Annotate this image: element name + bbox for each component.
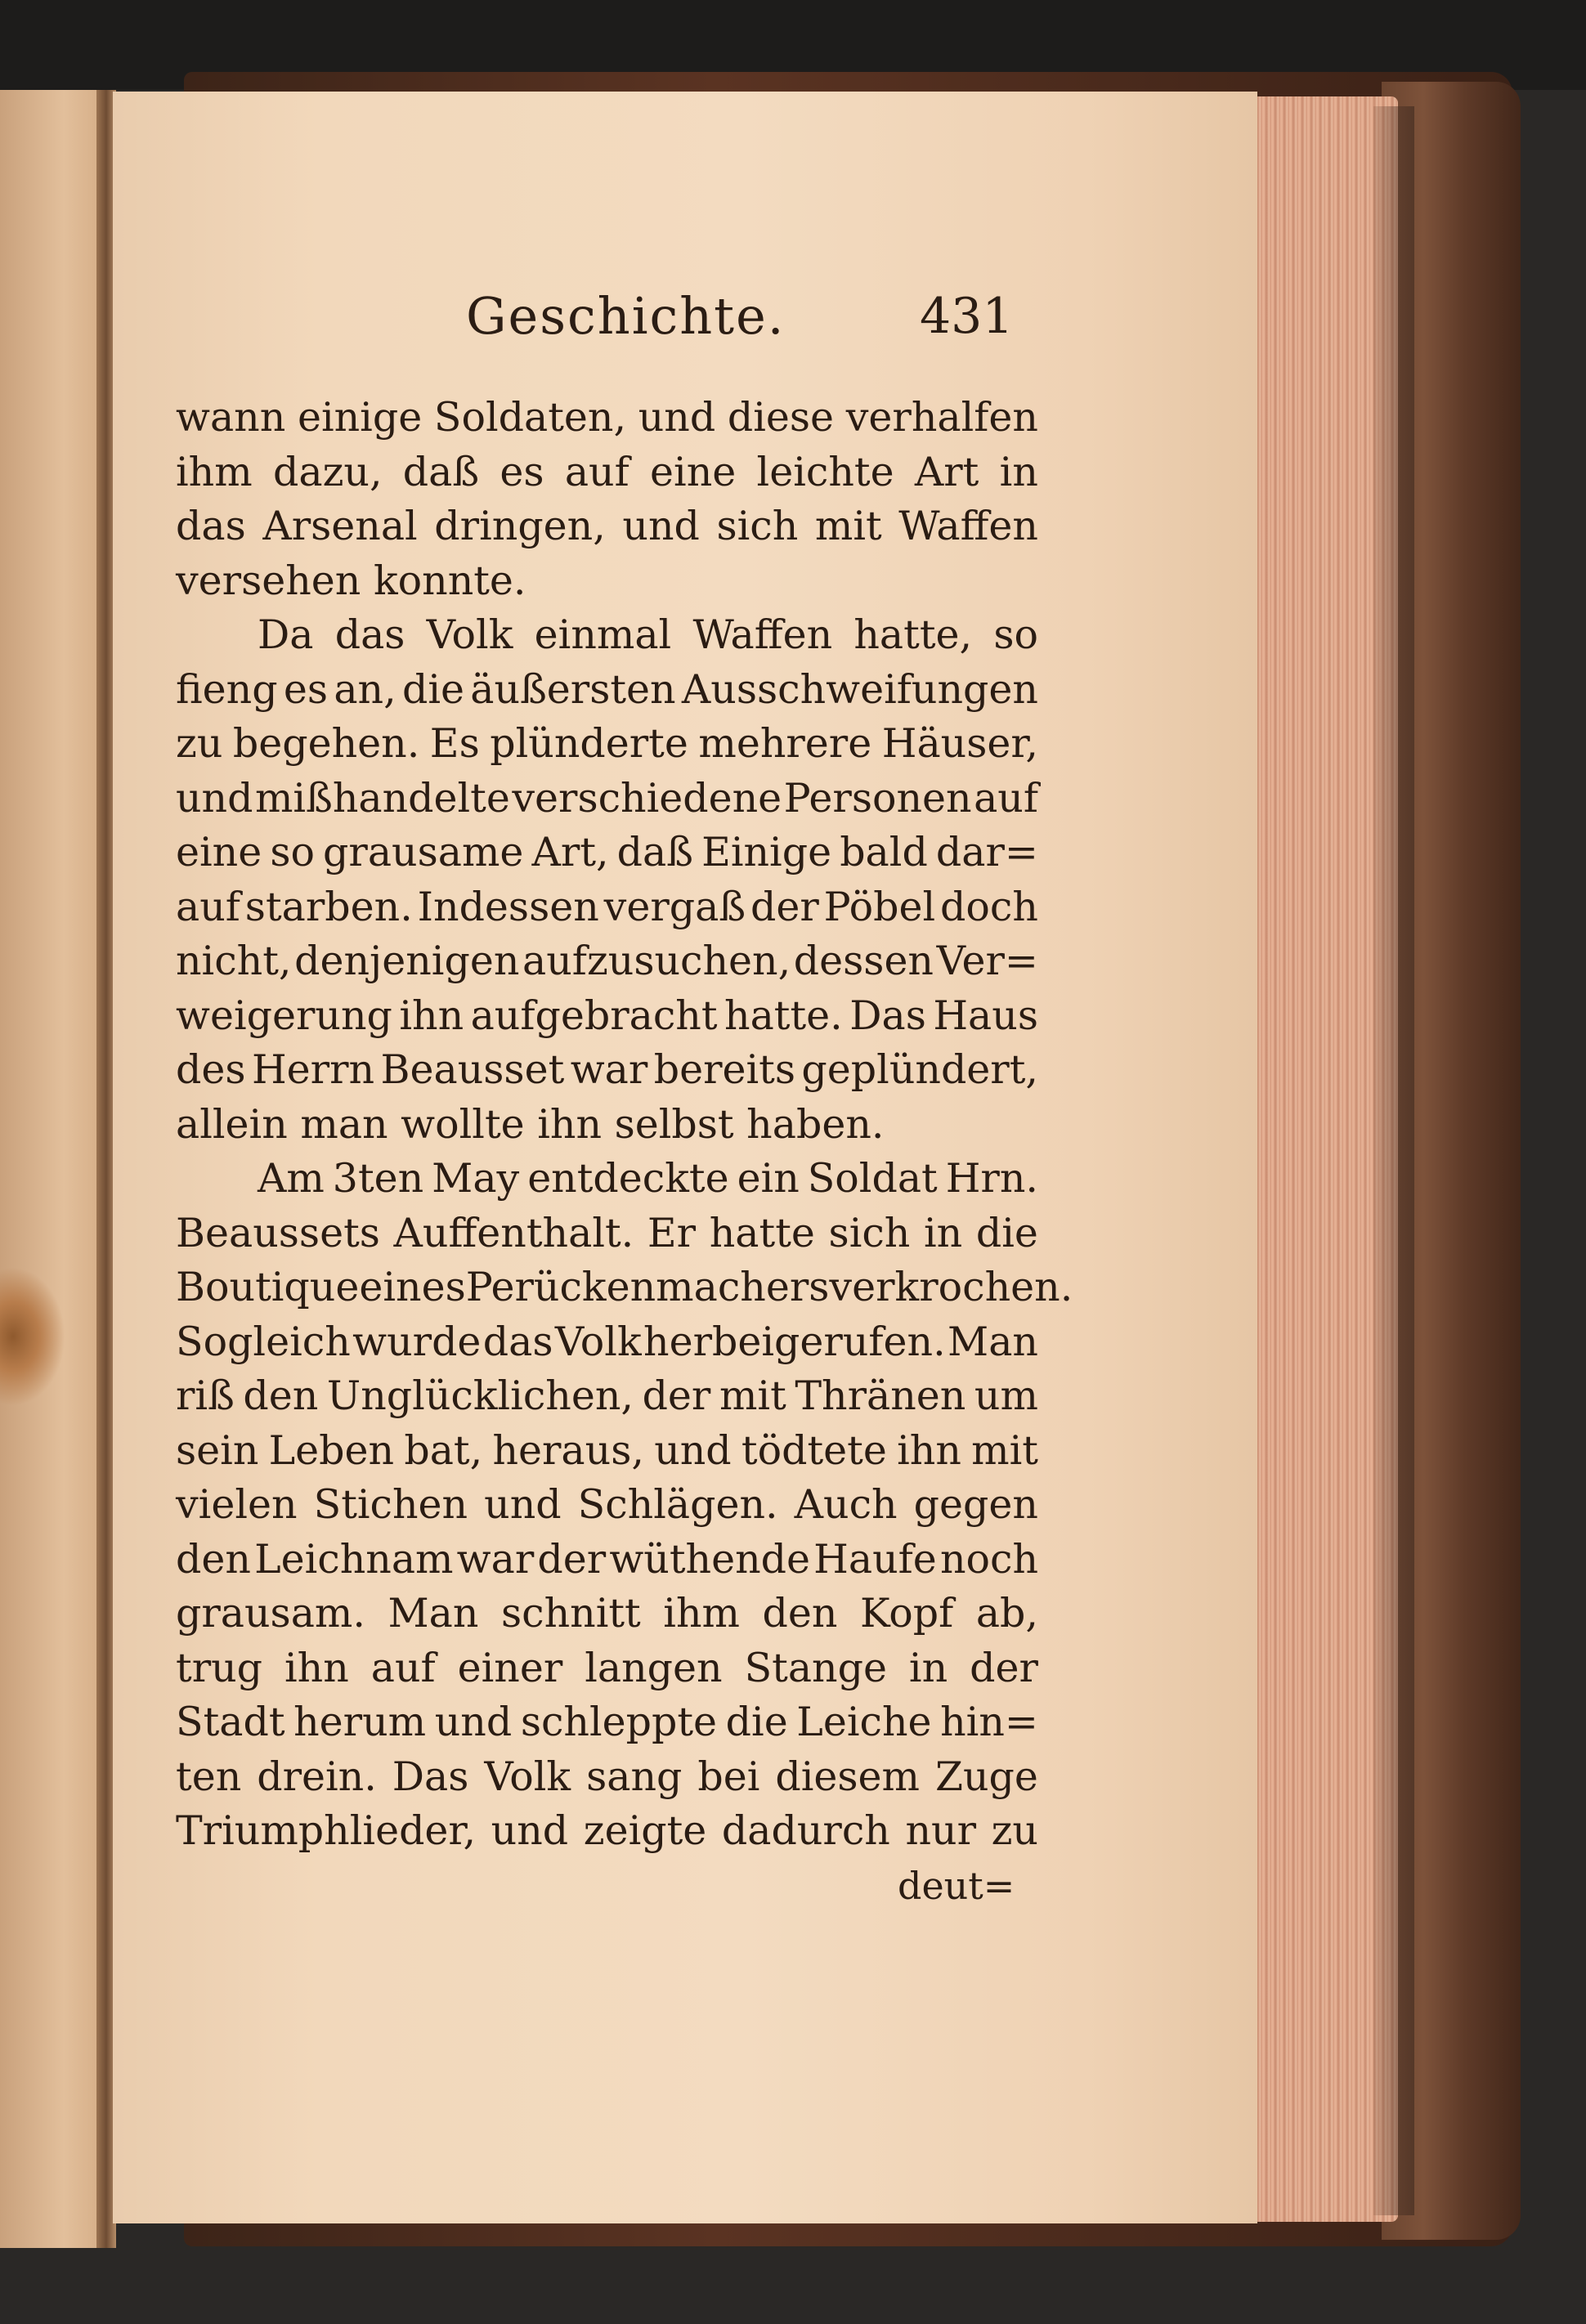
text-line: des Herrn Beausset war bereits geplündert, — [176, 1046, 1038, 1093]
text-line: riß den Unglücklichen, der mit Thränen um — [176, 1372, 1038, 1419]
text-line: grausam. Man schnitt ihm den Kopf ab, — [176, 1590, 1038, 1637]
body-text — [176, 391, 1073, 1859]
page-header — [466, 286, 1038, 376]
text-line: ihm dazu, daß es auf eine leichte Art in — [176, 448, 1038, 495]
text-line: den Leichnam war der wüthende Haufe noch — [176, 1535, 1038, 1583]
page-block-shadow — [1373, 106, 1414, 2215]
text-line: zu begehen. Es plünderte mehrere Häuser, — [176, 720, 1038, 767]
text-line: Da das Volk einmal Waffen hatte, so — [258, 611, 1038, 658]
text-line: weigerung ihn aufgebracht hatte. Das Haus — [176, 992, 1038, 1039]
catchword: deut= — [898, 1864, 1015, 1908]
facing-page — [0, 90, 106, 2248]
text-line: nicht, denjenigen aufzusuchen, dessen Ver= — [176, 938, 1038, 984]
text-line: Boutique eines Perückenmachers verkrochen. — [176, 1264, 1073, 1310]
text-line: allein man wollte ihn selbst haben. — [176, 1100, 885, 1148]
text-line: wann einige Soldaten, und diese verhalfen — [176, 394, 1038, 441]
text-line: sein Leben bat, heraus, und tödtete ihn mit — [176, 1426, 1038, 1474]
running-head: Geschichte. — [466, 286, 786, 346]
text-line: auf starben. Indessen vergaß der Pöbel doch — [176, 883, 1038, 930]
page-number: 431 — [920, 288, 1014, 345]
text-line: Triumphlieder, und zeigte dadurch nur zu — [176, 1807, 1038, 1854]
text-line: Sogleich wurde das Volk herbeigerufen. Man — [176, 1318, 1038, 1365]
text-line: Stadt herum und schleppte die Leiche hin= — [176, 1699, 1038, 1745]
text-line: vielen Stichen und Schlägen. Auch gegen — [176, 1481, 1038, 1528]
text-line: versehen konnte. — [176, 557, 526, 604]
text-line: ten drein. Das Volk sang bei diesem Zuge — [176, 1753, 1038, 1800]
text-line: trug ihn auf einer langen Stange in der — [176, 1644, 1038, 1691]
text-line: eine so grausame Art, daß Einige bald dar= — [176, 829, 1038, 875]
foxing-stain — [0, 1267, 65, 1406]
text-line: das Arsenal dringen, und sich mit Waffen — [176, 503, 1038, 549]
text-line: Beaussets Auffenthalt. Er hatte sich in die — [176, 1209, 1038, 1256]
text-line: fieng es an, die äußersten Ausschweifungen — [176, 665, 1038, 713]
text-line: Am 3ten May entdeckte ein Soldat Hrn. — [258, 1155, 1038, 1202]
text-line: und mißhandelte verschiedene Personen auf — [176, 774, 1038, 822]
